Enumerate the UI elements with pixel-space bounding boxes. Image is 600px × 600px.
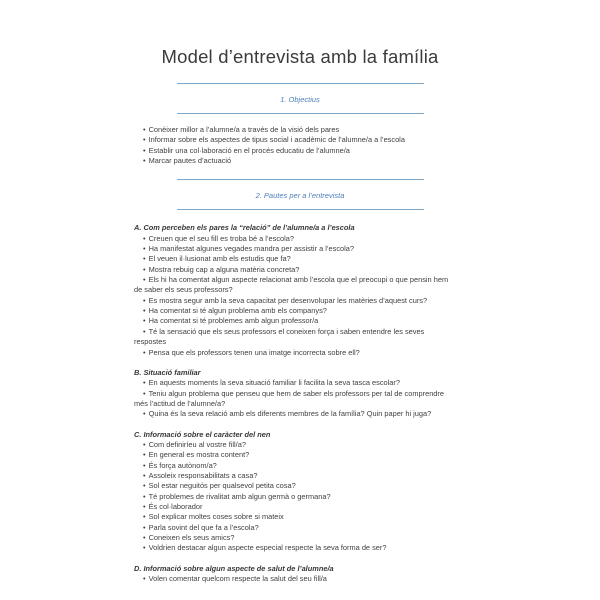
bullet-item — [134, 254, 452, 264]
bullet-text: Ha comentat si té problemes amb algun professor/a — [148, 316, 319, 326]
bullet-item — [134, 296, 452, 306]
bullet-icon: • — [143, 450, 146, 460]
bullet-item — [134, 348, 452, 358]
bullet-icon: • — [143, 306, 146, 316]
bullet-item — [134, 481, 452, 491]
bullet-item — [134, 156, 422, 166]
bullet-icon: • — [143, 275, 146, 285]
subsection-a — [0, 223, 600, 357]
bullet-item — [134, 389, 452, 410]
bullet-icon: • — [143, 543, 146, 553]
subsection-b — [0, 368, 600, 420]
bullet-icon: • — [143, 388, 146, 398]
bullet-text: En general es mostra content? — [148, 450, 250, 460]
bullet-icon: • — [143, 501, 146, 511]
bullet-icon: • — [143, 378, 146, 388]
subsection-b-heading: B. Situació familiar — [134, 367, 201, 377]
bullet-item — [134, 378, 452, 388]
bullet-text: Ha manifestat algunes vegades mandra per assistir a l’escola? — [148, 244, 354, 254]
bullet-item — [134, 574, 452, 584]
bullet-item — [134, 125, 422, 135]
bullet-text: Marcar pautes d’actuació — [148, 156, 232, 166]
bullet-text: El veuen il·lusionat amb els estudis que fa? — [148, 254, 291, 264]
bullet-icon: • — [143, 491, 146, 501]
bullet-icon: • — [143, 295, 146, 305]
subsection-c-heading: C. Informació sobre el caràcter del nen — [134, 429, 271, 439]
bullet-text: Parla sovint del que fa a l’escola? — [148, 522, 259, 532]
bullet-item — [134, 135, 422, 145]
bullet-icon: • — [143, 156, 146, 166]
bullet-icon: • — [143, 316, 146, 326]
bullet-item — [134, 440, 452, 450]
bullet-icon: • — [143, 145, 146, 155]
bullet-icon: • — [143, 522, 146, 532]
bullet-item — [134, 533, 452, 543]
section-heading-label: 2. Pautes per a l’entrevista — [255, 191, 345, 201]
bullet-text: Ha comentat si té algun problema amb els companys? — [148, 306, 327, 316]
section-heading-label: 1. Objectius — [280, 95, 320, 104]
bullet-item — [134, 327, 452, 348]
bullet-text: Els hi ha comentat algun aspecte relacionat amb l’escola que el preocupi o que pensin hem de saber els seus professors? — [134, 275, 449, 295]
bullet-item — [134, 471, 452, 481]
bullet-text: Creuen que el seu fill es troba bé a l’escola? — [148, 233, 295, 243]
bullet-text: Com definiríeu al vostre fill/a? — [148, 439, 246, 449]
bullet-text: Informar sobre els aspectes de tipus social i acadèmic de l’alumne/a a l’escola — [148, 135, 405, 145]
bullet-text: Sol estar neguitós per qualsevol petita cosa? — [148, 481, 296, 491]
bullet-item — [134, 306, 452, 316]
section-heading-pautes — [177, 179, 424, 210]
bullet-icon: • — [143, 574, 146, 584]
bullet-icon: • — [143, 409, 146, 419]
bullet-icon: • — [143, 439, 146, 449]
bullet-icon: • — [143, 125, 146, 134]
bullet-text: Voldrien destacar algun aspecte especial respecte la seva forma de ser? — [148, 543, 387, 553]
document-title: Model d’entrevista amb la família — [161, 46, 439, 67]
bullet-text: Volen comentar quelcom respecte la salut del seu fill/a — [148, 574, 327, 584]
bullet-text: Pensa que els professors tenen una imatge incorrecta sobre ell? — [148, 347, 360, 357]
section-heading-objectius — [177, 83, 424, 114]
bullet-icon: • — [143, 481, 146, 491]
bullet-text: Mostra rebuig cap a alguna matèria concreta? — [148, 264, 300, 274]
bullet-icon: • — [143, 326, 146, 336]
subsection-c-bullet-list — [134, 440, 452, 554]
bullet-icon: • — [143, 460, 146, 470]
bullet-text: És col·laborador — [148, 501, 203, 511]
bullet-text: Sol explicar moltes coses sobre si mateix — [148, 512, 284, 522]
subsection-d-heading: D. Informació sobre algun aspecte de salut de l’alumne/a — [134, 563, 334, 573]
bullet-icon: • — [143, 512, 146, 522]
bullet-item — [134, 244, 452, 254]
bullet-item — [134, 461, 452, 471]
bullet-text: Establir una col·laboració en el procés educatiu de l’alumne/a — [148, 145, 350, 155]
bullet-text: En aquests moments la seva situació familiar li facilita la seva tasca escolar? — [148, 378, 400, 388]
bullet-item — [134, 316, 452, 326]
bullet-item — [134, 409, 452, 419]
bullet-text: Conèixer millor a l’alumne/a a través de la visió dels pares — [148, 125, 340, 134]
bullet-item — [134, 543, 452, 553]
bullet-icon: • — [143, 264, 146, 274]
bullet-text: És força autònom/a? — [148, 460, 217, 470]
bullet-text: Es mostra segur amb la seva capacitat per desenvolupar les matèries d’aquest curs? — [148, 295, 428, 305]
bullet-text: Té la sensació que els seus professors el coneixen força i saben entendre les seves respostes — [134, 326, 425, 347]
bullet-item — [134, 146, 422, 156]
bullet-text: Coneixen els seus amics? — [148, 533, 235, 542]
bullet-icon: • — [143, 470, 146, 480]
objectius-bullet-list — [134, 125, 422, 166]
bullet-item — [134, 450, 452, 460]
bullet-item — [134, 492, 452, 502]
subsection-d-bullet-list — [134, 574, 452, 584]
bullet-text: Té problemes de rivalitat amb algun germà o germana? — [148, 491, 331, 501]
bullet-icon: • — [143, 533, 146, 542]
bullet-text: Teniu algun problema que penseu que hem de saber els professors per tal de comprendre més l’actitud de l’alumne/a? — [134, 388, 444, 408]
bullet-icon: • — [143, 254, 146, 264]
subsection-a-heading: A. Com perceben els pares la “relació” de l’alumne/a a l’escola — [134, 223, 355, 233]
bullet-text: Assoleix responsabilitats a casa? — [148, 470, 258, 480]
bullet-text: Quina és la seva relació amb els diferents membres de la família? Quin paper hi juga? — [148, 409, 432, 419]
bullet-icon: • — [143, 233, 146, 243]
subsection-b-bullet-list — [134, 378, 452, 419]
bullet-icon: • — [143, 244, 146, 254]
bullet-icon: • — [143, 135, 146, 145]
bullet-item — [134, 234, 452, 244]
bullet-icon: • — [143, 347, 146, 357]
bullet-item — [134, 265, 452, 275]
bullet-item — [134, 523, 452, 533]
subsection-d — [0, 564, 600, 585]
subsection-a-bullet-list — [134, 234, 452, 358]
subsection-c — [0, 430, 600, 554]
bullet-item — [134, 502, 452, 512]
bullet-item — [134, 275, 452, 296]
bullet-item — [134, 512, 452, 522]
